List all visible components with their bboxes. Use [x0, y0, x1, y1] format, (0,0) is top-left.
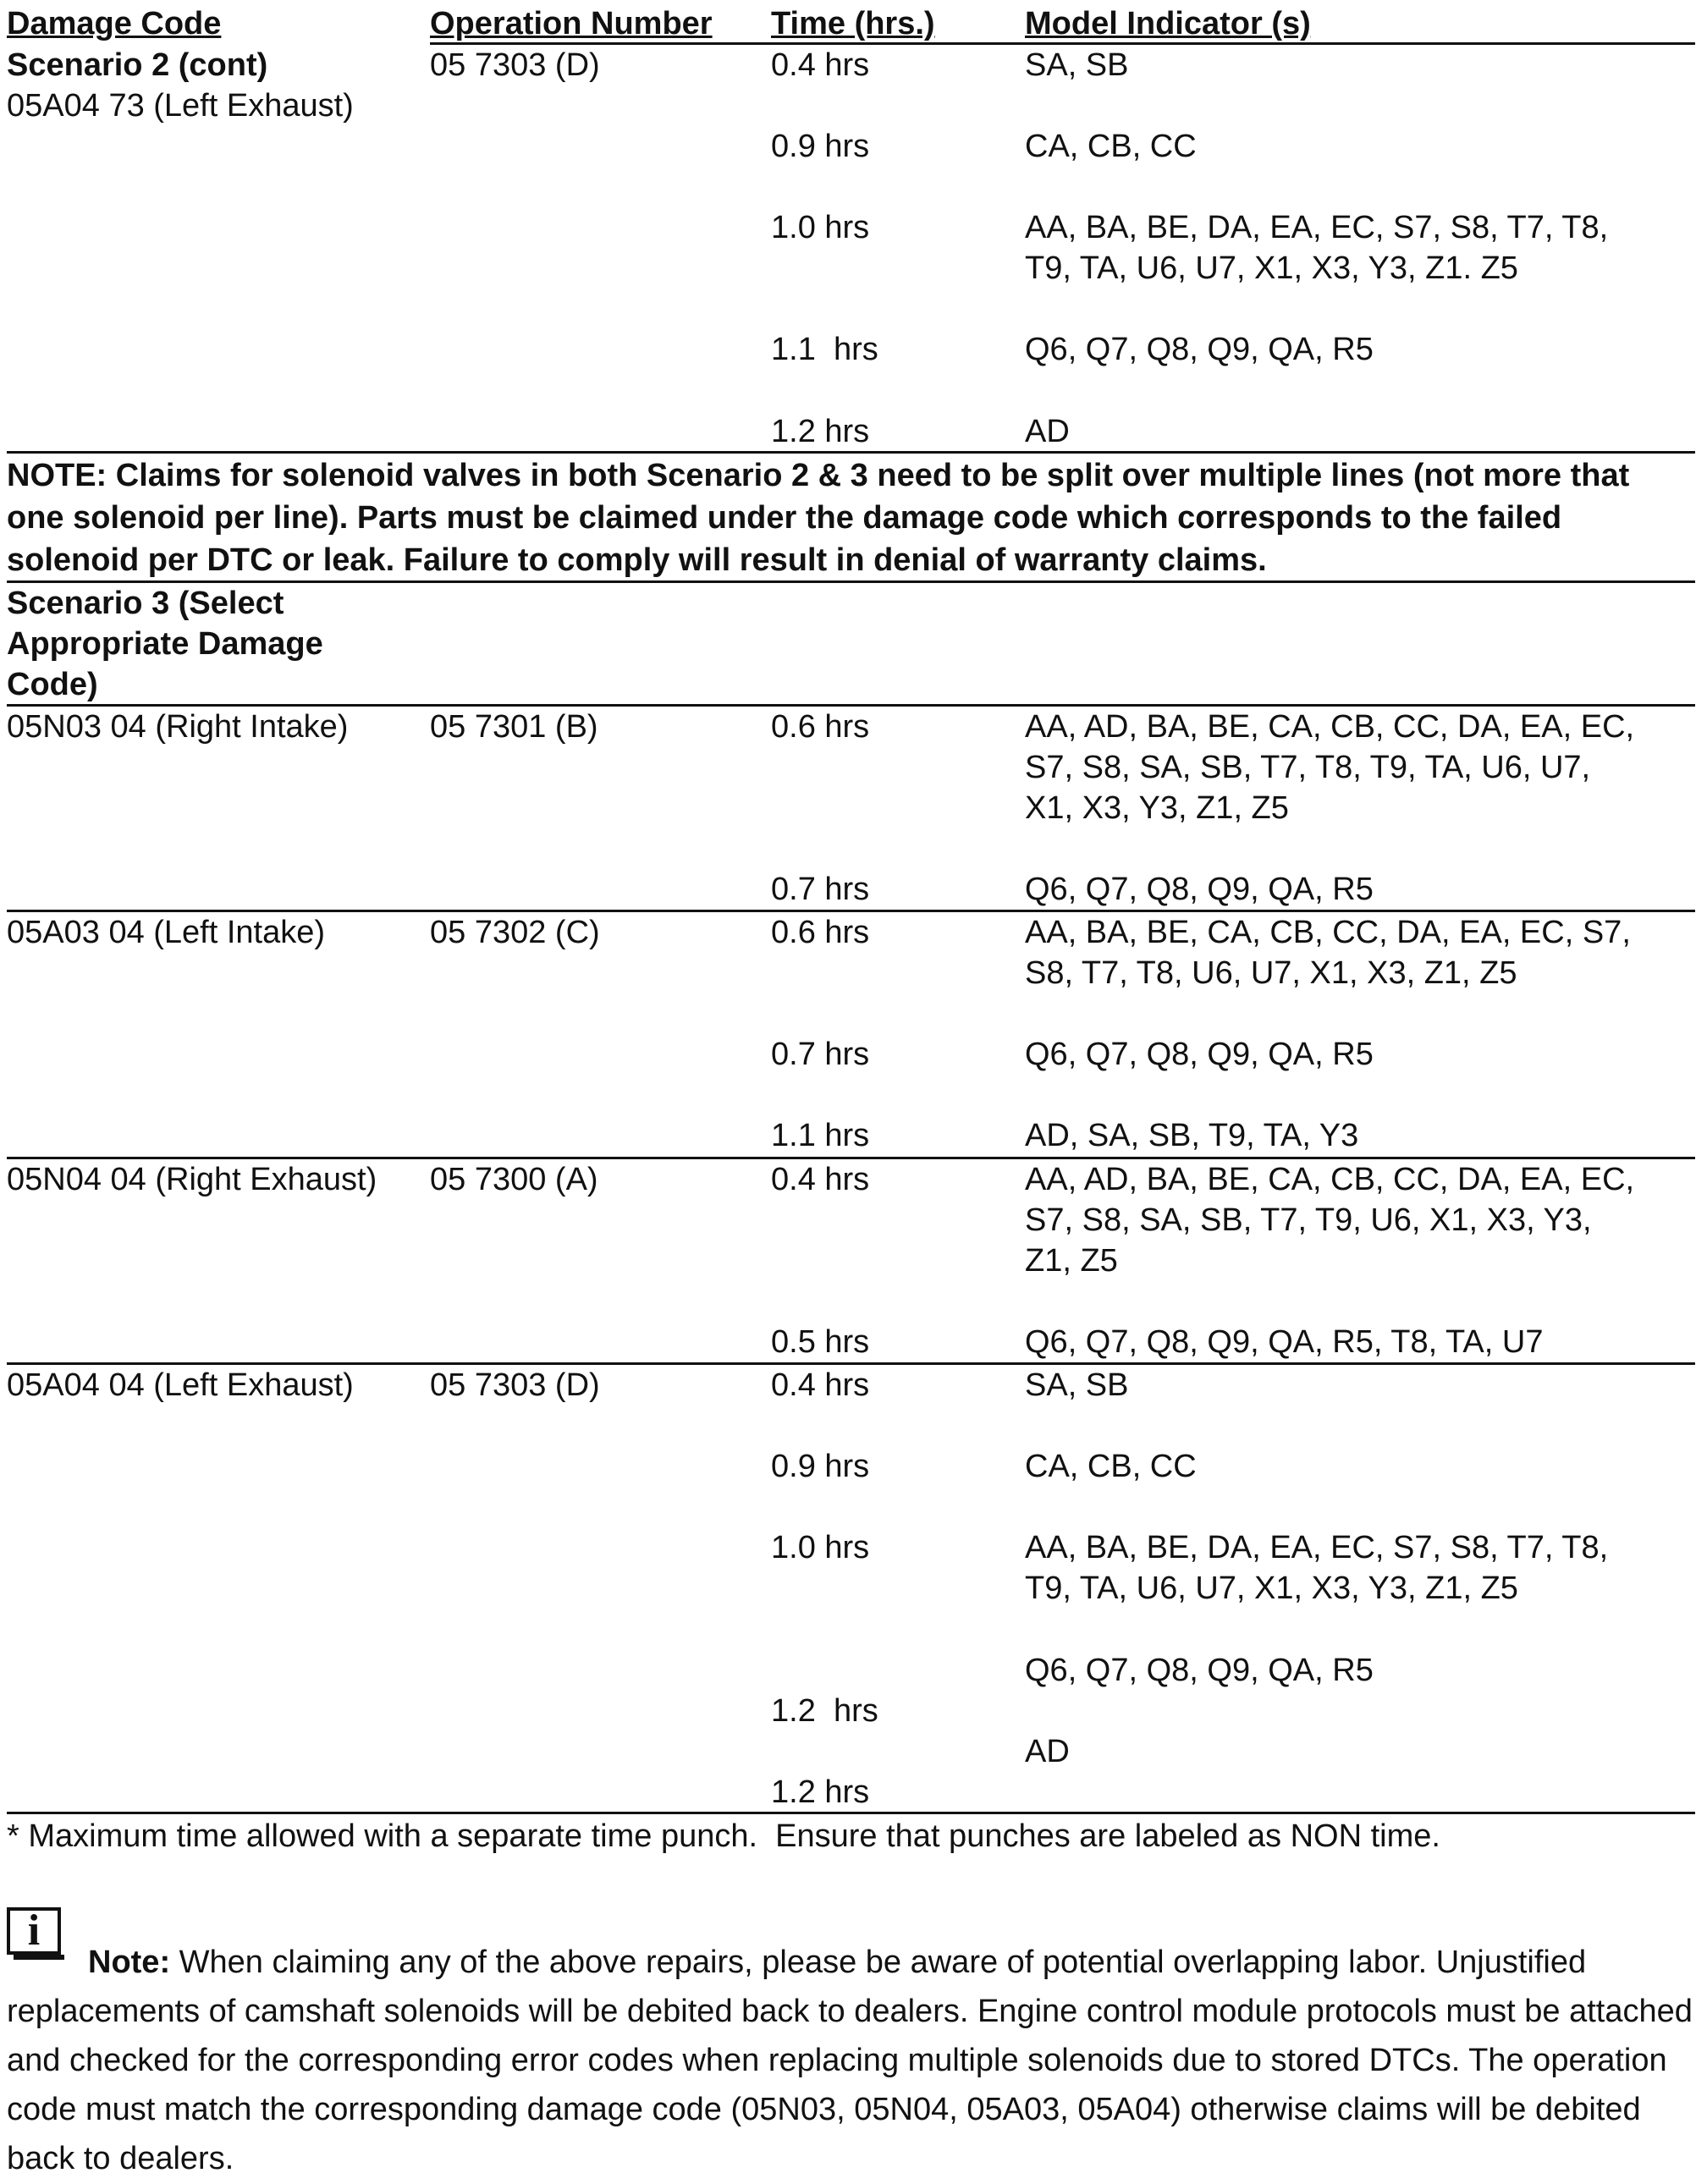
s3-models: SA, SB — [1025, 1367, 1129, 1403]
s3-time: 0.4 hrs — [771, 1162, 870, 1197]
s2-models: SA, SB — [1025, 47, 1129, 83]
s3-damage-code: 05N03 04 (Right Intake) — [7, 709, 349, 745]
info-icon: i — [7, 1907, 61, 1955]
s3-damage-code: 05A04 04 (Left Exhaust) — [7, 1367, 354, 1403]
s3-time: 1.2 hrs — [771, 1693, 878, 1729]
s3-time: 0.9 hrs — [771, 1449, 870, 1484]
divider — [7, 1812, 1695, 1814]
s3-models: AA, BA, BE, CA, CB, CC, DA, EA, EC, S7, S8, T7, T8, U6, U7, X1, X3, Z1, Z5 — [1025, 915, 1631, 991]
s3-time: 0.4 hrs — [771, 1367, 870, 1403]
s3-damage-code: 05N04 04 (Right Exhaust) — [7, 1162, 377, 1197]
s3-time: 1.2 hrs — [771, 1774, 870, 1810]
s3-models: AA, BA, BE, DA, EA, EC, S7, S8, T7, T8, T9, TA, U6, U7, X1, X3, Y3, Z1, Z5 — [1025, 1530, 1609, 1606]
s3-damage-code: 05A03 04 (Left Intake) — [7, 915, 326, 950]
s2-time: 0.9 hrs — [771, 129, 870, 164]
s2-time: 1.2 hrs — [771, 414, 870, 449]
footnote: * Maximum time allowed with a separate time punch. Ensure that punches are labeled as NON time. — [7, 1818, 1440, 1854]
header-model-indicator: Model Indicator (s) — [1025, 6, 1311, 41]
s2-time: 1.0 hrs — [771, 210, 870, 245]
s3-models: CA, CB, CC — [1025, 1449, 1197, 1484]
header-time: Time (hrs.) — [771, 6, 935, 41]
s3-operation: 05 7302 (C) — [430, 915, 600, 950]
scenario2-damage-code: 05A04 73 (Left Exhaust) — [7, 88, 354, 124]
s2-time: 1.1 hrs — [771, 332, 878, 367]
s3-time: 0.6 hrs — [771, 709, 870, 745]
info-note-label: Note: — [88, 1945, 171, 1980]
s3-time: 0.7 hrs — [771, 872, 870, 907]
s3-time: 0.5 hrs — [771, 1324, 870, 1360]
s2-models: Q6, Q7, Q8, Q9, QA, R5 — [1025, 332, 1374, 367]
s3-models: Q6, Q7, Q8, Q9, QA, R5 — [1025, 872, 1374, 907]
header-operation-number: Operation Number — [430, 6, 713, 41]
s2-time: 0.4 hrs — [771, 47, 870, 83]
s3-models: Q6, Q7, Q8, Q9, QA, R5, T8, TA, U7 — [1025, 1324, 1544, 1360]
s3-time: 0.7 hrs — [771, 1037, 870, 1072]
s3-operation: 05 7300 (A) — [430, 1162, 598, 1197]
note-warning: NOTE: Claims for solenoid valves in both Scenario 2 & 3 need to be split over multiple lines (not more that one solenoid per line). Parts must be claimed under the damage code which corresponds to the failed solenoid per DTC or leak. Failure to comply will result in denial of warranty claims. — [7, 458, 1630, 578]
s3-time: 1.1 hrs — [771, 1118, 870, 1153]
scenario3-title: Scenario 3 (Select Appropriate Damage Code) — [7, 586, 323, 702]
s2-models: AD — [1025, 414, 1070, 449]
table-header — [7, 3, 1695, 44]
header-damage-code: Damage Code — [7, 6, 222, 41]
s3-operation: 05 7303 (D) — [430, 1367, 600, 1403]
s3-models: AD — [1025, 1734, 1070, 1769]
s3-models: Q6, Q7, Q8, Q9, QA, R5 — [1025, 1037, 1374, 1072]
s3-operation: 05 7301 (B) — [430, 709, 598, 745]
s3-models: Q6, Q7, Q8, Q9, QA, R5 — [1025, 1653, 1374, 1688]
s2-models: AA, BA, BE, DA, EA, EC, S7, S8, T7, T8, T9, TA, U6, U7, X1, X3, Y3, Z1. Z5 — [1025, 210, 1609, 286]
s3-time: 0.6 hrs — [771, 915, 870, 950]
s2-models: CA, CB, CC — [1025, 129, 1197, 164]
s3-time: 1.0 hrs — [771, 1530, 870, 1565]
scenario2-title: Scenario 2 (cont) — [7, 47, 268, 83]
info-note — [7, 1938, 1695, 2183]
info-note-text: When claiming any of the above repairs, please be aware of potential overlapping labor. Unjustified replacements of camshaft solenoids will be debited back to dealers. Engine control module protocols must be attached and checked for the corresponding error codes when replacing multiple solenoids due to stored DTCs. The operation code must match the corresponding damage code (05N03, 05N04, 05A03, 05A04) otherwise claims will be debited back to dealers. — [7, 1945, 1693, 2176]
s3-models: AA, AD, BA, BE, CA, CB, CC, DA, EA, EC, S7, S8, SA, SB, T7, T8, T9, TA, U6, U7, X1, X3, Y3, Z1, Z5 — [1025, 709, 1635, 826]
s3-models: AA, AD, BA, BE, CA, CB, CC, DA, EA, EC, S7, S8, SA, SB, T7, T9, U6, X1, X3, Y3, Z1, Z5 — [1025, 1162, 1635, 1279]
divider — [7, 451, 1695, 454]
scenario2-operation: 05 7303 (D) — [430, 47, 600, 83]
s3-models: AD, SA, SB, T9, TA, Y3 — [1025, 1118, 1359, 1153]
